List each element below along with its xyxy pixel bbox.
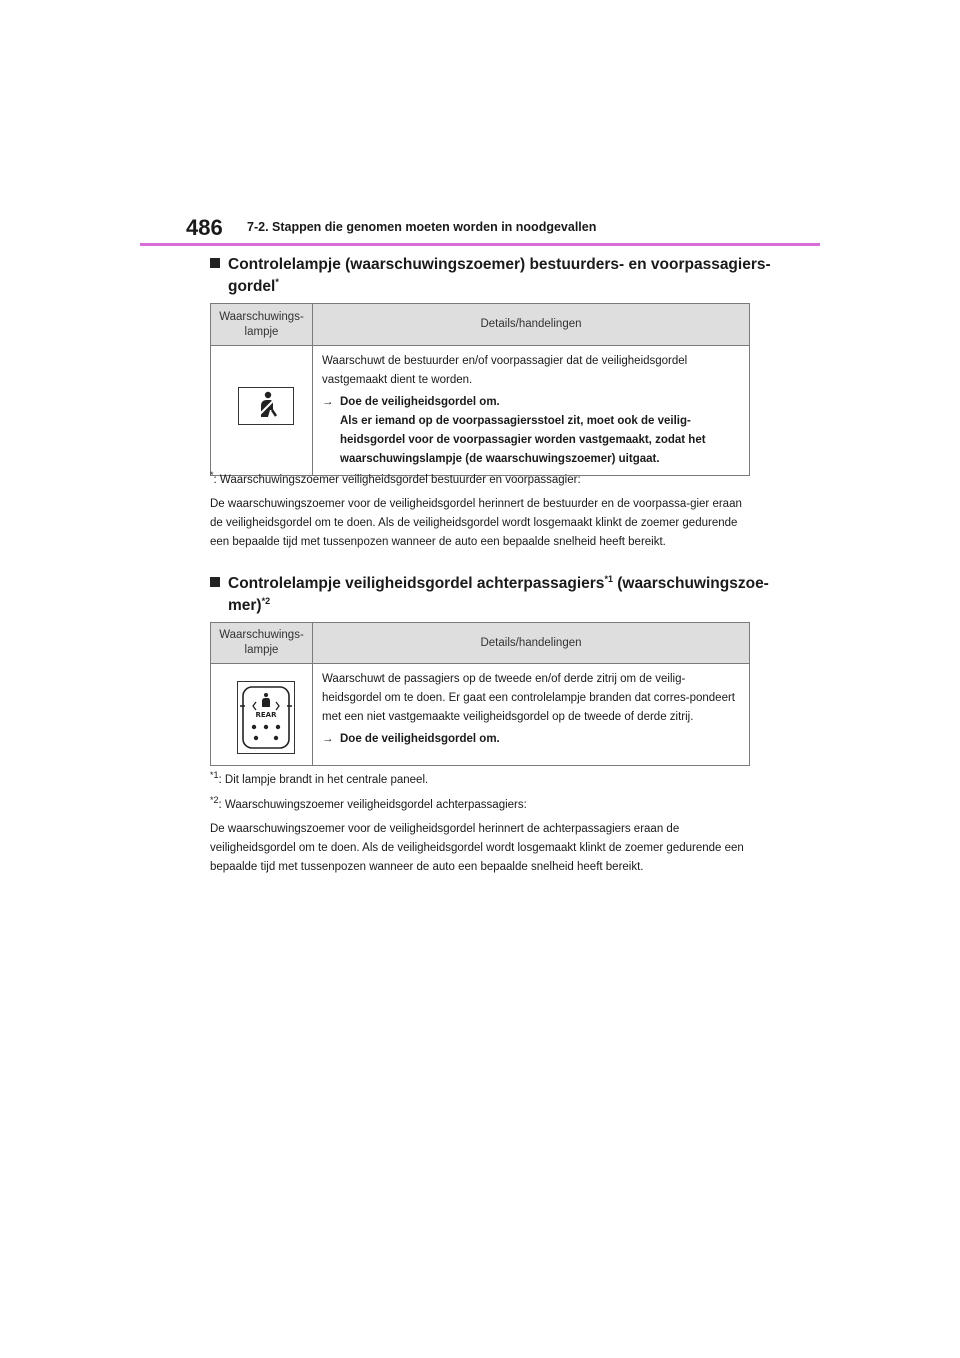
action-detail: Als er iemand op de voorpassagiersstoel zit, moet ook de veilig-heidsgordel voor de voorpassagier worden vastgemaakt, zodat het waarschuwingslampje (de waarschuwingszoemer) uitgaat. [340,415,706,465]
warning-description: Waarschuwt de passagiers op de tweede en/of derde zitrij om de veilig-heidsgordel om te doen. Er gaat een controlelampje branden dat corres-pondeert met een niet vastgemaakte veiligheidsgordel op de tweede of derde zitrij. [322,673,735,723]
paragraph-front-buzzer: De waarschuwingszoemer voor de veiligheidsgordel herinnert de bestuurder en de voorpassa-gier eraan de veiligheidsgordel om te doen. Als de veiligheidsgordel wordt losgemaakt klinkt de zoemer gedurende een bepaalde tijd met tussenpozen wanneer de auto een bepaalde snelheid heeft bereikt. [210,498,742,548]
action-title: Doe de veiligheidsgordel om. [340,396,500,408]
section-bullet-icon [210,577,220,587]
warning-light-cell [211,664,313,766]
page-header [140,212,820,246]
column-header-details: Details/handelingen [313,304,750,346]
rear-seatbelt-warning-table [210,622,750,766]
action-item [322,393,741,469]
column-header-warning-light: Waarschuwings- lampje [211,304,313,346]
section-title-front-seatbelt: Controlelampje (waarschuwingszoemer) bestuurders- en voorpassagiers- gordel* [210,254,771,298]
section-bullet-icon [210,258,220,268]
chapter-title: 7-2. Stappen die genomen moeten worden in noodgevallen [247,220,597,234]
warning-description: Waarschuwt de bestuurder en/of voorpassagier dat de veiligheidsgordel vastgemaakt dient te worden. [322,355,688,386]
front-seatbelt-warning-table [210,303,750,476]
column-header-details: Details/handelingen [313,623,750,664]
page-number: 486 [186,215,223,240]
action-item [322,730,741,749]
arrow-icon: → [322,396,334,408]
footnote-front: *: Waarschuwingszoemer veiligheidsgordel bestuurder en voorpassagier: [210,470,581,486]
details-cell [313,346,750,476]
warning-light-cell [211,346,313,476]
action-title: Doe de veiligheidsgordel om. [340,733,500,745]
section-title-rear-seatbelt: Controlelampje veiligheidsgordel achterpassagiers$^{*1}$ (waarschuwingszoe- mer)$^{*2}$ [210,573,769,617]
footnote-rear-1: $^{*1}$: Dit lampje brandt in het centrale paneel. [210,770,429,786]
column-header-warning-light: Waarschuwings- lampje [211,623,313,664]
rear-seatbelt-reminder-icon [237,681,295,754]
arrow-icon: → [322,733,334,745]
svg-text:REAR: REAR [255,711,277,719]
seatbelt-warning-icon [238,387,294,425]
paragraph-rear-buzzer: De waarschuwingszoemer voor de veiligheidsgordel herinnert de achterpassagiers eraan de veiligheidsgordel om te doen. Als de veiligheidsgordel wordt losgemaakt klinkt de zoemer gedurende een bepaalde tijd met tussenpozen wanneer de auto een bepaalde snelheid heeft bereikt. [210,823,744,873]
header-divider [140,243,820,246]
details-cell [313,664,750,766]
footnote-rear-2: $^{*2}$: Waarschuwingszoemer veiligheidsgordel achterpassagiers: [210,795,527,811]
